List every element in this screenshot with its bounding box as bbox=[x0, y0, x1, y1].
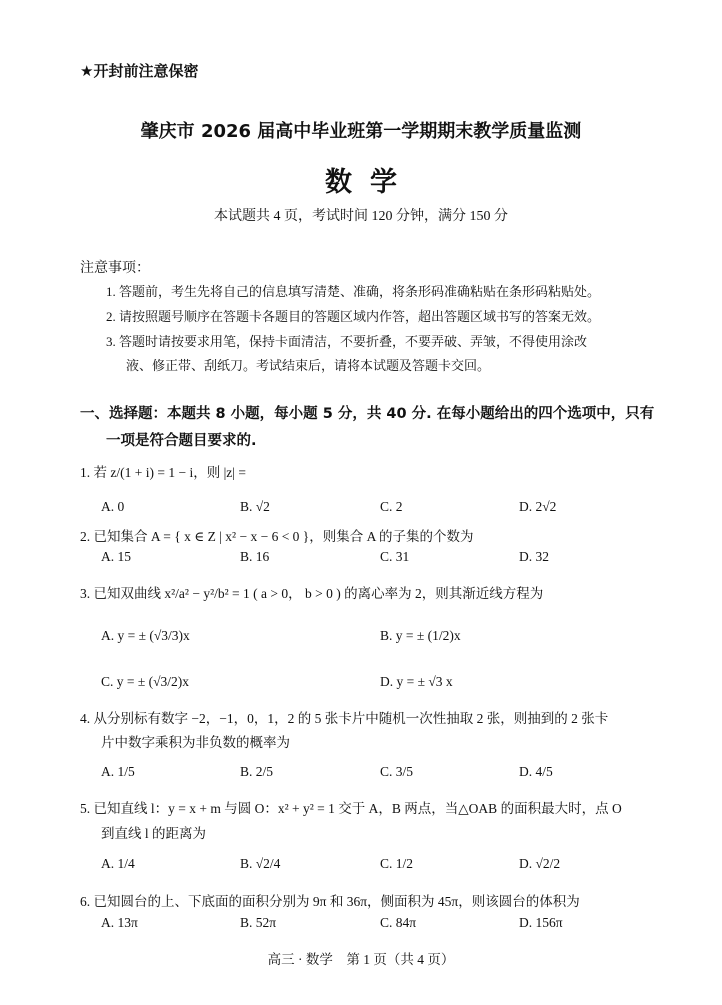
option-b: B. 16 bbox=[240, 549, 270, 564]
exam-title: 肇庆市 2026 届高中毕业班第一学期期末教学质量监测 bbox=[140, 121, 582, 142]
option-a: A. 0 bbox=[101, 499, 125, 514]
option-d: D. 32 bbox=[519, 549, 549, 564]
option-d: D. 2√2 bbox=[519, 499, 557, 514]
question-6 bbox=[80, 890, 580, 910]
exam-info: 本试题共 4 页，考试时间 120 分钟，满分 150 分 bbox=[214, 209, 508, 224]
question-4-continued: 片中数字乘积为非负数的概率为 bbox=[101, 735, 290, 750]
section-title-continued: 一项是符合题目要求的. bbox=[106, 433, 257, 449]
question-stem: 已知圆台的上、下底面的面积分别为 9π 和 36π，侧面积为 45π，则该圆台的体积为 bbox=[93, 894, 580, 909]
question-number: 5. bbox=[80, 801, 91, 816]
section-title: 一、选择题：本题共 8 小题，每小题 5 分，共 40 分. 在每小题给出的四个选项中，只有 bbox=[80, 406, 655, 422]
option-a: A. y = ± (√3/3)x bbox=[101, 628, 190, 643]
question-stem: 已知集合 A = { x ∈ Z | x² − x − 6 < 0 }，则集合 A 的子集的个数为 bbox=[93, 529, 474, 544]
option-c: C. 2 bbox=[380, 499, 403, 514]
option-a: A. 1/5 bbox=[101, 764, 135, 779]
option-d: D. y = ± √3 x bbox=[380, 674, 453, 689]
option-d: D. 156π bbox=[519, 915, 563, 930]
notice-item: 3. 答题时请按要求用笔，保持卡面清洁，不要折叠，不要弄破、弄皱，不得使用涂改 bbox=[106, 334, 588, 349]
question-1 bbox=[80, 461, 246, 481]
question-stem: 若 z/(1 + i) = 1 − i，则 |z| = bbox=[93, 465, 246, 480]
question-number: 1. bbox=[80, 465, 91, 480]
question-5-continued: 到直线 l 的距离为 bbox=[101, 826, 207, 841]
option-b: B. y = ± (1/2)x bbox=[380, 628, 461, 643]
option-d: D. 4/5 bbox=[519, 764, 553, 779]
option-c: C. 3/5 bbox=[380, 764, 414, 779]
question-5 bbox=[80, 797, 622, 817]
notice-item: 1. 答题前，考生先将自己的信息填写清楚、准确，将条形码准确粘贴在条形码粘贴处。 bbox=[106, 284, 601, 299]
option-a: A. 1/4 bbox=[101, 856, 135, 871]
question-stem: 已知直线 l：y = x + m 与圆 O：x² + y² = 1 交于 A，B 两点，当△OAB 的面积最大时，点 O bbox=[93, 801, 622, 816]
question-3 bbox=[80, 582, 543, 602]
notice-title: 注意事项： bbox=[80, 261, 150, 276]
option-b: B. √2 bbox=[240, 499, 270, 514]
subject-title: 数学 bbox=[325, 167, 415, 198]
option-b: B. 2/5 bbox=[240, 764, 274, 779]
option-c: C. y = ± (√3/2)x bbox=[101, 674, 190, 689]
option-a: A. 15 bbox=[101, 549, 131, 564]
option-b: B. 52π bbox=[240, 915, 277, 930]
notice-item: 2. 请按照题号顺序在答题卡各题目的答题区域内作答，超出答题区域书写的答案无效。 bbox=[106, 309, 601, 324]
question-number: 3. bbox=[80, 586, 91, 601]
question-stem: 已知双曲线 x²/a² − y²/b² = 1 ( a > 0， b > 0 ) 的离心率为 2，则其渐近线方程为 bbox=[93, 586, 544, 601]
question-2 bbox=[80, 525, 474, 545]
question-number: 4. bbox=[80, 711, 91, 726]
option-c: C. 31 bbox=[380, 549, 410, 564]
confidential-notice: ★开封前注意保密 bbox=[80, 62, 199, 80]
question-number: 6. bbox=[80, 894, 91, 909]
page-footer: 高三 · 数学 第 1 页（共 4 页） bbox=[267, 952, 455, 967]
option-d: D. √2/2 bbox=[519, 856, 561, 871]
question-number: 2. bbox=[80, 529, 91, 544]
option-c: C. 84π bbox=[380, 915, 417, 930]
question-4 bbox=[80, 707, 608, 727]
option-a: A. 13π bbox=[101, 915, 138, 930]
option-c: C. 1/2 bbox=[380, 856, 414, 871]
notice-item: 液、修正带、刮纸刀。考试结束后，请将本试题及答题卡交回。 bbox=[126, 358, 491, 373]
question-stem: 从分别标有数字 −2，−1，0，1，2 的 5 张卡片中随机一次性抽取 2 张，则抽到的 2 张卡 bbox=[93, 711, 609, 726]
option-b: B. √2/4 bbox=[240, 856, 281, 871]
